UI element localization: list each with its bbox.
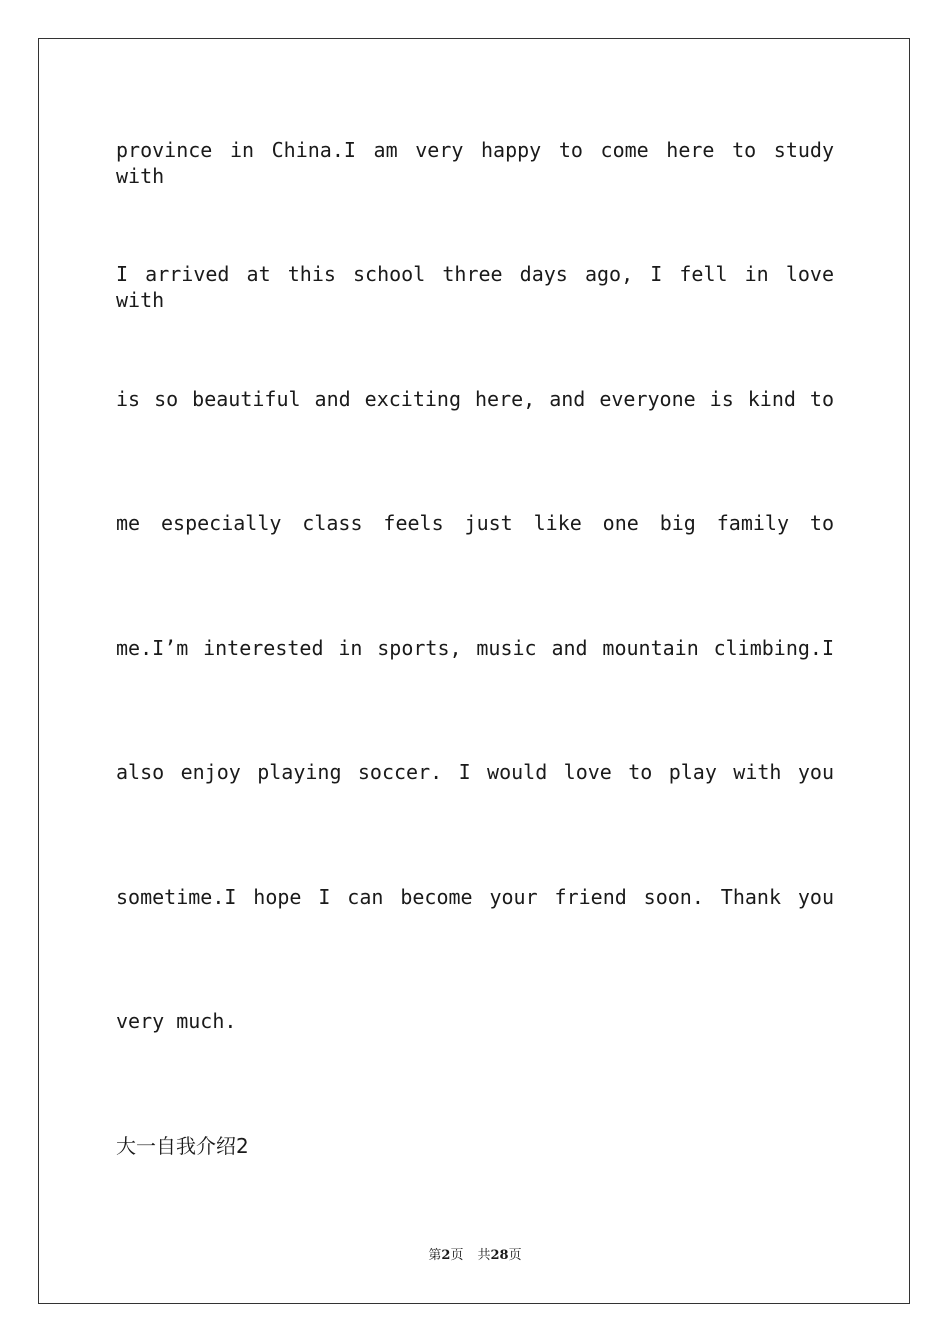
body-text-line-8: very much.: [116, 1009, 237, 1033]
body-text-line-7: sometime.I hope I can become your friend soon. Thank you: [116, 885, 834, 909]
body-text-line-2: I arrived at this school three days ago, I fell in love with: [116, 262, 834, 312]
body-text-line-3: is so beautiful and exciting here, and everyone is kind to: [116, 387, 834, 411]
footer-page-number: 2: [441, 1248, 451, 1263]
section-heading: 大一自我介绍2: [116, 1134, 249, 1158]
body-text-line-5: me.I’m interested in sports, music and mountain climbing.I: [116, 636, 834, 660]
footer-total-prefix: 共: [477, 1248, 491, 1263]
footer-total-pages: 28: [490, 1248, 509, 1263]
body-text-line-1: province in China.I am very happy to come here to study with: [116, 138, 834, 188]
footer-page-suffix: 页: [450, 1248, 464, 1263]
footer-total-suffix: 页: [508, 1248, 522, 1263]
page-border: [38, 38, 910, 1304]
body-text-line-6: also enjoy playing soccer. I would love to play with you: [116, 760, 834, 784]
body-text-line-4: me especially class feels just like one big family to: [116, 511, 834, 535]
page-footer: [0, 1246, 950, 1266]
footer-page-prefix: 第: [428, 1248, 442, 1263]
